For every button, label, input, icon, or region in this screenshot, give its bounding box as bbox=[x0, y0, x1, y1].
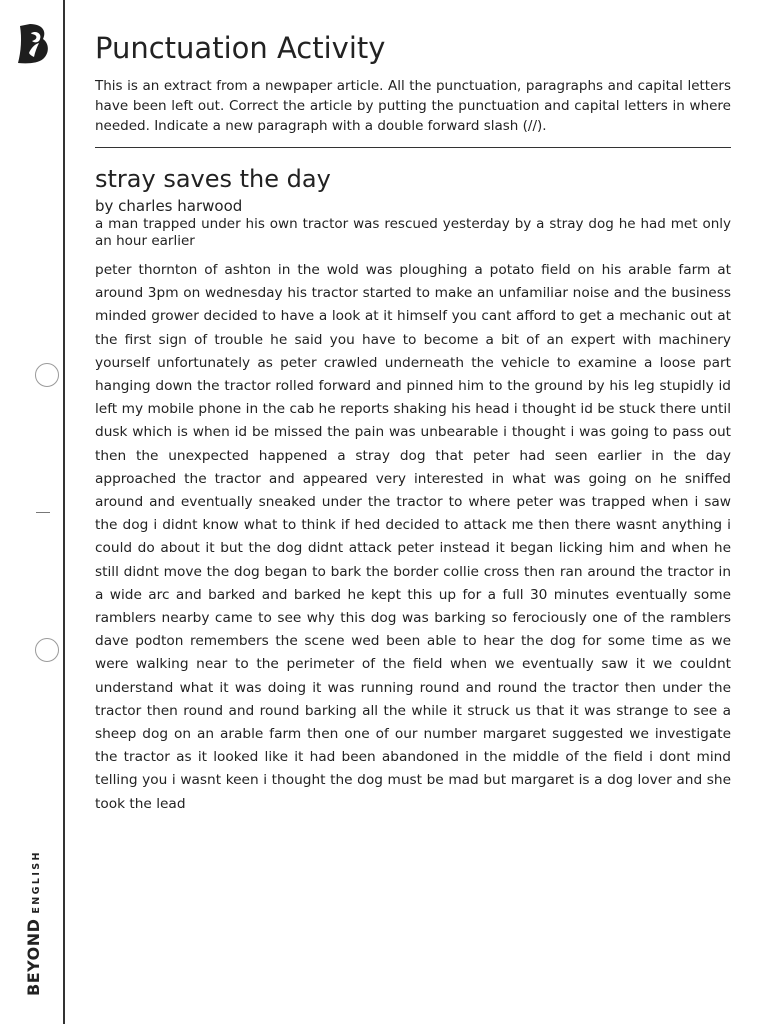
margin-line bbox=[63, 0, 65, 1024]
beyond-logo-icon bbox=[16, 22, 50, 64]
brand-word-beyond: BEYOND bbox=[24, 918, 43, 996]
worksheet-content bbox=[95, 30, 731, 816]
brand-word-english: ENGLISH bbox=[31, 850, 42, 914]
article-headline: stray saves the day bbox=[95, 165, 331, 193]
brand-wordmark bbox=[24, 850, 43, 996]
binder-hole bbox=[35, 638, 59, 662]
article-body: peter thornton of ashton in the wold was ploughing a potato field on his arable farm at around 3pm on wednesday his tractor started to make an unfamiliar noise and the business minded grower decided to have a look at it himself you cant afford to get a mechanic out at the first sign of trouble he said you have to become a bit of an expert with machinery yourself unfortunately as peter crawled underneath the vehicle to examine a loose part hanging down the tractor rolled forward and pinned him to the ground by his leg stupidly id left my mobile phone in the cab he reports shaking his head i thought id be stuck there until dusk which is when id be missed the pain was unbearable i thought i was going to pass out then the unexpected happened a stray dog that peter had seen earlier in the day approached the tractor and appeared very interested in what was going on he sniffed around and eventually sneaked under the tractor to where peter was trapped when i saw the dog i didnt know what to think if hed decided to attack me then there wasnt anything i could do about it but the dog didnt attack peter instead it began licking him and when he still didnt move the dog began to bark the border collie cross then ran around the tractor in a wide arc and barked and barked he kept this up for a full 30 minutes eventually some ramblers nearby came to see why this dog was barking so ferociously one of the ramblers dave podton remembers the scene wed been able to hear the dog for some time as we were walking near to the perimeter of the field when we eventually saw it we couldnt understand what it was doing it was running round and round the tractor then under the tractor then round and round barking all the while it struck us that it was strange to see a sheep dog on an arable farm then one of our number margaret suggested we investigate the tractor as it looked like it had been abandoned in the middle of the field i dont mind telling you i wasnt keen i thought the dog must be mad but margaret is a dog lover and she took the lead bbox=[95, 262, 731, 812]
binder-hole bbox=[35, 363, 59, 387]
divider bbox=[95, 147, 731, 148]
instructions-text: This is an extract from a newpaper article. All the punctuation, paragraphs and capital letters have been left out. Correct the article by putting the punctuation and capital letters in where needed. Indicate a new paragraph with a double forward slash (//). bbox=[95, 78, 731, 134]
page-title: Punctuation Activity bbox=[95, 31, 386, 65]
article-lead: a man trapped under his own tractor was rescued yesterday by a stray dog he had met only an hour earlier bbox=[95, 216, 731, 249]
article-byline: by charles harwood bbox=[95, 197, 243, 215]
fold-mark bbox=[36, 512, 50, 513]
